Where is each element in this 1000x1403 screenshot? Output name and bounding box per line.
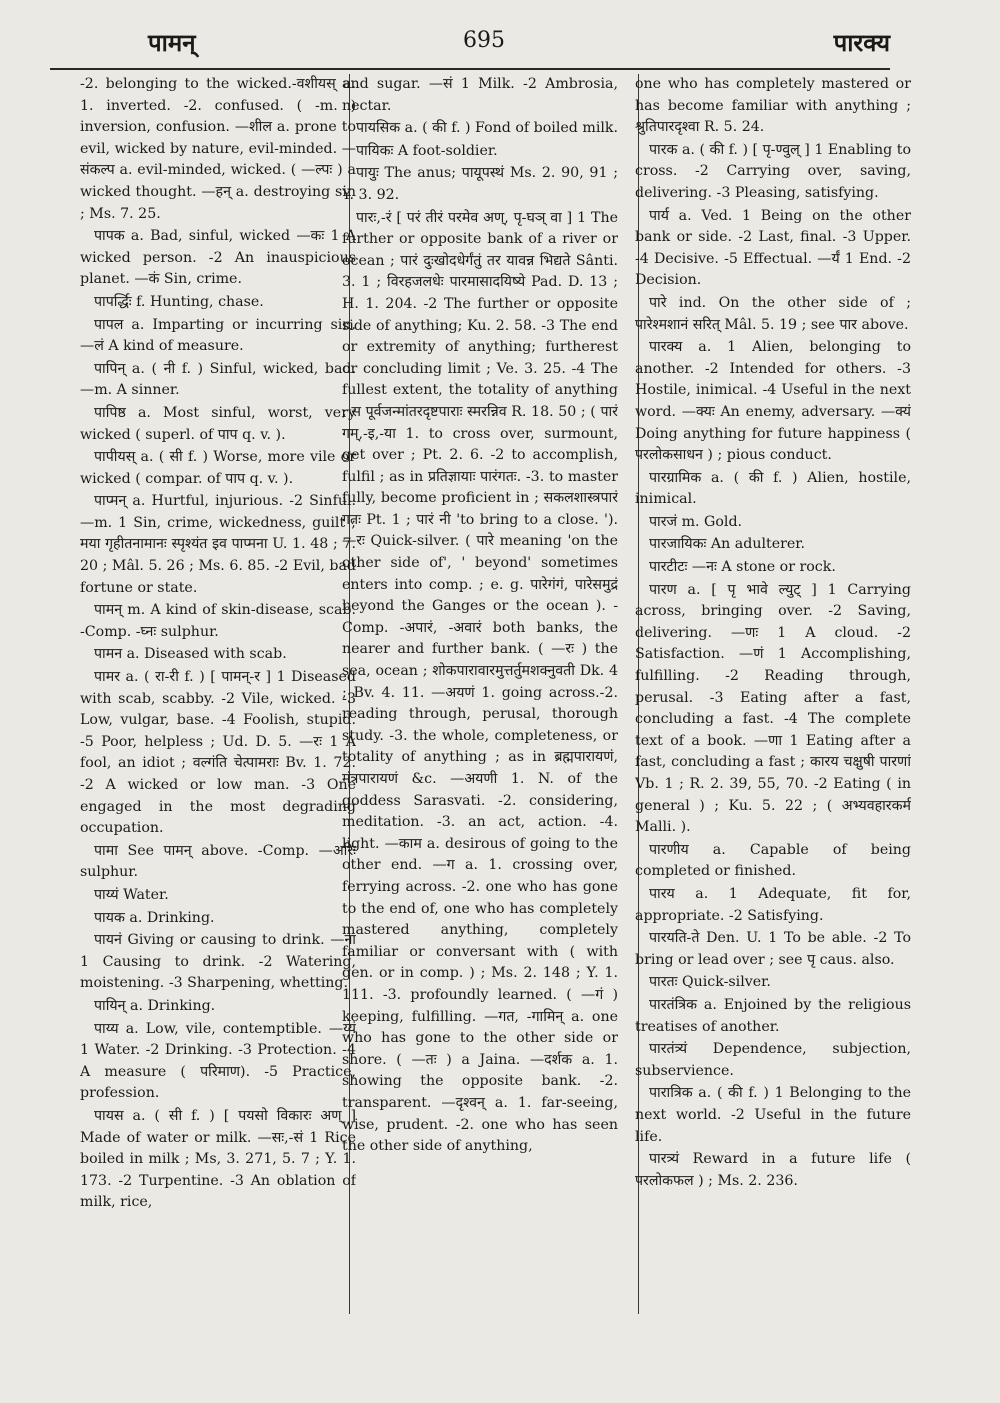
columns bbox=[50, 74, 911, 1324]
dictionary-entry: पामन a. Diseased with scab. bbox=[94, 646, 287, 663]
dictionary-entry: पायुः The anus; पायूपस्थं Ms. 2. 90, 91 ; Y. 3. 92. bbox=[342, 165, 618, 203]
dictionary-entry: पायनं Giving or causing to drink. —ना 1 Causing to drink. -2 Watering, moistening. -3 Sharpening, whetting. bbox=[80, 932, 356, 992]
dictionary-entry: पारक्य a. 1 Alien, belonging to another. -2 Intended for others. -3 Hostile, inimical. -4 Useful in the next word. —क्यः An enemy, adversary. —क्यं Doing anything for future happiness ( परलोकसाधन ) ; pious conduct. bbox=[635, 339, 911, 464]
dictionary-entry: पामा See पामन् above. -Comp. —अरिः sulphur. bbox=[80, 842, 356, 881]
dictionary-entry: पारः,-रं [ परं तीरं परमेव अण्, पृ-घञ् वा ] 1 The further or opposite bank of a river or ocean ; पारं दुःखोदधेर्गंतुं तर यावन्न भिद्यते Sânti. 3. 1 ; विरहजलधेः पारमासादयिष्ये Pad. D. 13 ; H. 1. 204. -2 The further or opposite side of anything; Ku. 2. 58. -3 The end or extremity of anything; furtherest or concluding limit ; Ve. 3. 25. -4 The fullest extent, the totality of anything ; स पूर्वजन्मांतरदृष्टपाराः स्मरन्निव R. 18. 50 ; ( पारं गम्,-इ,-या 1. to cross over, surmount, get over ; Pt. 2. 6. -2 to accomplish, fulfil ; as in प्रतिज्ञायाः पारंगतः. -3. to master fully, become proficient in ; सकलशास्त्रपारं गतः Pt. 1 ; पारं नी 'to bring to a close. '). —रः Quick-silver. ( पारे meaning 'on the other side of', ' beyond' sometimes enters into comp. ; e. g. पारेगंगं, पारेसमुद्रं beyond the Ganges or the ocean ). -Comp. -अपारं, -अवारं both banks, the nearer and further bank. ( —रः ) the sea, ocean ; शोकपारावारमुत्तर्तुमशक्नुवती Dk. 4 ; Bv. 4. 11. —अयणं 1. going across.-2. reading through, perusal, thorough study. -3. the whole, completeness, or totality of anything ; as in ब्रह्मपारायणं, मंत्रपारायणं &c. —अयणी 1. N. of the goddess Sarasvati. -2. considering, meditation. -3. an act, action. -4. light. —काम a. desirous of going to the other end. —ग a. 1. crossing over, ferrying across. -2. one who has gone to the end of, one who has completely mastered anything, completely familiar or conversant with ( with gen. or in comp. ) ; Ms. 2. 148 ; Y. 1. 111. -3. profoundly learned. ( —गं ) keeping, fulfilling. —गत, -गामिन् a. one who has gone to the other side or shore. ( —तः ) a Jaina. —दर्शक a. 1. showing the opposite bank. -2. transparent. —दृश्वन् a. 1. far-seeing, wise, prudent. -2. one who has seen the other side of anything, bbox=[342, 209, 618, 1155]
column-1 bbox=[80, 74, 356, 1324]
dictionary-entry: पायस a. ( सी f. ) [ पयसो विकारः अण् ] Made of water or milk. —सः,-सं 1 Rice boiled in milk ; Ms, 3. 271, 5. 7 ; Y. 1. 173. -2 Turpentine. -3 An oblation of milk, rice, bbox=[80, 1107, 356, 1211]
page-number: 695 bbox=[463, 28, 505, 53]
dictionary-entry: पारण a. [ पृ भावे ल्युट् ] 1 Carrying across, bringing over. -2 Saving, delivering. —णः 1 A cloud. -2 Satisfaction. —णं 1 Accomplishing, fulfilling. -2 Reading through, perusal. -3 Eating after a fast, concluding a fast. -4 The complete text of a book. —णा 1 Eating after a fast, concluding a fast ; कारय चक्षुषी पारणां Vb. 1 ; R. 2. 39, 55, 70. -2 Eating ( in general ) ; Ku. 5. 22 ; ( अभ्यवहारकर्म Malli. ). bbox=[635, 581, 911, 836]
dictionary-entry: पायिन् a. Drinking. bbox=[94, 997, 216, 1014]
dictionary-entry: पापल a. Imparting or incurring sin. —लं A kind of measure. bbox=[80, 316, 356, 355]
dictionary-entry: पारतंत्रिक a. Enjoined by the religious treatises of another. bbox=[635, 996, 911, 1035]
dictionary-entry: पारत्र्यं Reward in a future life ( परलोकफल ) ; Ms. 2. 236. bbox=[635, 1151, 911, 1189]
dictionary-entry: पाय्य a. Low, vile, contemptible. —य्यं 1 Water. -2 Drinking. -3 Protection. -4 A measure ( परिमाण). -5 Practice, profession. bbox=[80, 1020, 356, 1102]
dictionary-entry: पापर्द्धिः f. Hunting, chase. bbox=[94, 293, 264, 310]
dictionary-entry: पाप्मन् a. Hurtful, injurious. -2 Sinful. —m. 1 Sin, crime, wickedness, guilt ; मया गृहीतनामानः स्पृश्यंत इव पाप्मना U. 1. 48 ; 7. 20 ; Mâl. 5. 26 ; Ms. 6. 85. -2 Evil, bad fortune or state. bbox=[80, 493, 356, 596]
dictionary-entry: पारक a. ( की f. ) [ पृ-ण्वुल् ] 1 Enabling to cross. -2 Carrying over, saving, delivering. -3 Pleasing, satisfying. bbox=[635, 141, 911, 201]
page-header bbox=[148, 26, 890, 62]
dictionary-entry: पापक a. Bad, sinful, wicked —कः 1 A wicked person. -2 An inauspicious planet. —कं Sin, crime. bbox=[80, 228, 356, 288]
dictionary-entry: पार्य a. Ved. 1 Being on the other bank or side. -2 Last, final. -3 Upper. -4 Decisive. -5 Effectual. —र्यं 1 End. -2 Decision. bbox=[635, 207, 911, 289]
dictionary-entry: पायसिक a. ( की f. ) Fond of boiled milk. bbox=[356, 120, 618, 137]
dictionary-entry: पारग्रामिक a. ( की f. ) Alien, hostile, inimical. bbox=[635, 469, 911, 508]
dictionary-entry: पामर a. ( रा-री f. ) [ पामन्-र ] 1 Diseased with scab, scabby. -2 Vile, wicked. -3 Low, vulgar, base. -4 Foolish, stupid. -5 Poor, helpless ; Ud. D. 5. —रः 1 A fool, an idiot ; वल्गंति चेत्पामराः Bv. 1. 72. -2 A wicked or low man. -3 One engaged in the most degrading occupation. bbox=[80, 669, 356, 837]
dictionary-entry: पारयति-ते Den. U. 1 To be able. -2 To bring or lead over ; see पृ caus. also. bbox=[635, 930, 911, 968]
dictionary-entry: पारणीय a. Capable of being completed or finished. bbox=[635, 841, 911, 880]
header-first-word: पामन् bbox=[148, 28, 196, 57]
dictionary-entry: one who has completely mastered or has become familiar with anything ; श्रुतिपारदृश्वा R. 5. 24. bbox=[635, 76, 911, 136]
dictionary-entry: पारय a. 1 Adequate, fit for, appropriate. -2 Satisfying. bbox=[635, 885, 911, 924]
dictionary-entry: पापिष्ठ a. Most sinful, worst, very wicked ( superl. of पाप q. v. ). bbox=[80, 404, 356, 443]
dictionary-entry: and sugar. —सं 1 Milk. -2 Ambrosia, nectar. bbox=[342, 76, 618, 114]
dictionary-entry: पारे ind. On the other side of ; पारेश्मशानं सरित् Mâl. 5. 19 ; see पार above. bbox=[635, 294, 911, 333]
dictionary-entry: पायिकः A foot-soldier. bbox=[356, 142, 498, 159]
dictionary-entry: पायक a. Drinking. bbox=[94, 909, 215, 926]
dictionary-entry: पाय्यं Water. bbox=[94, 886, 169, 903]
dictionary-entry: पारात्रिक a. ( की f. ) 1 Belonging to the next world. -2 Useful in the future life. bbox=[635, 1085, 911, 1145]
dictionary-entry: पारजायिकः An adulterer. bbox=[649, 536, 806, 553]
dictionary-entry: पामन् m. A kind of skin-disease, scab. -Comp. -घ्नः sulphur. bbox=[80, 602, 356, 640]
header-rule bbox=[50, 68, 890, 70]
dictionary-entry: पारतः Quick-silver. bbox=[649, 974, 771, 991]
dictionary-entry: पापीयस् a. ( सी f. ) Worse, more vile or wicked ( compar. of पाप q. v. ). bbox=[80, 449, 356, 487]
dictionary-entry: पारटीटः —नः A stone or rock. bbox=[649, 559, 836, 576]
dictionary-entry: -2. belonging to the wicked.-वशीयस् a. 1. inverted. -2. confused. ( -m. ) inversion, confusion. —शील a. prone to evil, wicked by nature, evil-minded. —संकल्प a. evil-minded, wicked. ( —ल्पः ) a wicked thought. —हन् a. destroying sin ; Ms. 7. 25. bbox=[80, 76, 356, 222]
dictionary-entry: पापिन् a. ( नी f. ) Sinful, wicked, bad. —m. A sinner. bbox=[80, 360, 356, 399]
dictionary-entry: पारजं m. Gold. bbox=[649, 513, 743, 530]
column-2 bbox=[342, 74, 618, 1324]
header-last-word: पारक्य bbox=[833, 28, 890, 57]
dictionary-entry: पारतंत्र्यं Dependence, subjection, subservience. bbox=[635, 1041, 911, 1079]
column-3 bbox=[635, 74, 911, 1324]
